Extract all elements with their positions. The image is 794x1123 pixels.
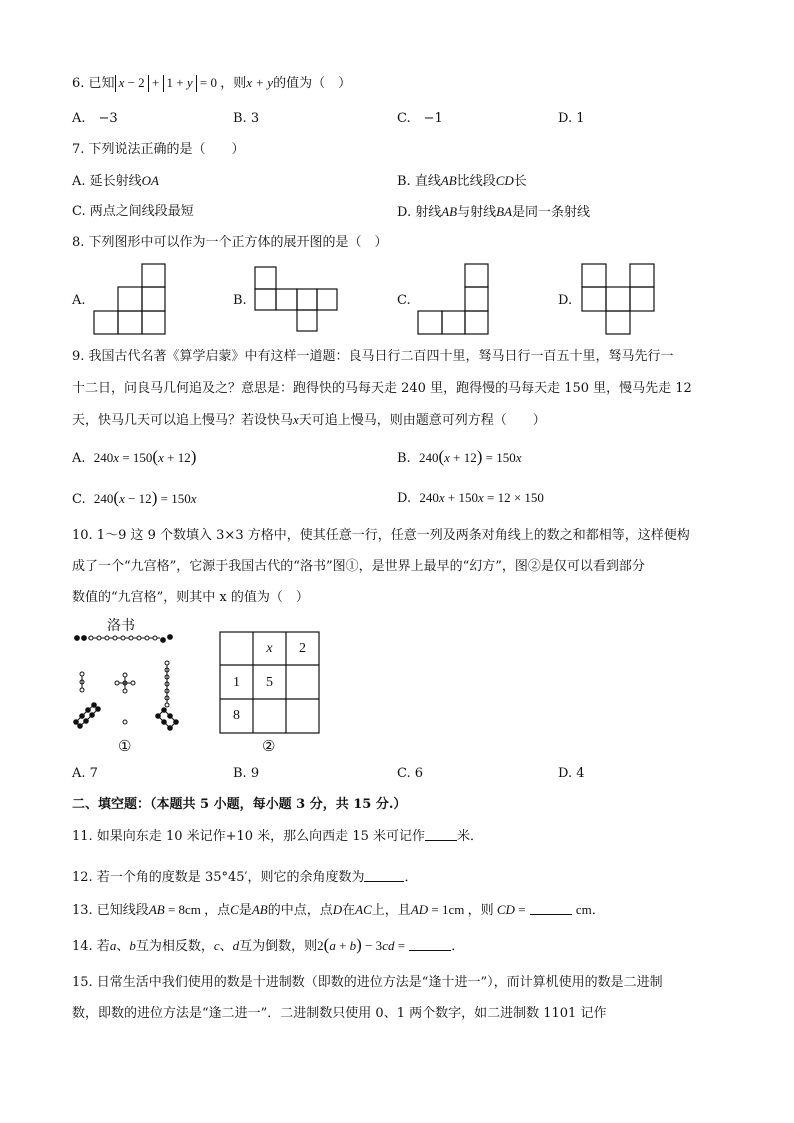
q7-option-c: C. 两点之间线段最短 bbox=[72, 204, 194, 219]
q13-blank[interactable] bbox=[530, 902, 572, 915]
q13: 13. 已知线段AB = 8cm ，点C是AB的中点，点D在AC上，且AD = 1cm ，则 CD = cm． bbox=[72, 902, 605, 918]
q12: 12. 若一个角的度数是 35°45′，则它的余角度数为 ． bbox=[72, 870, 418, 885]
q6-option-c: C. −1 bbox=[397, 111, 443, 126]
q14-blank[interactable] bbox=[409, 938, 451, 951]
q9-option-d: D. 240x + 150x = 12 × 150 bbox=[397, 490, 544, 506]
q8-label-d: D. bbox=[558, 293, 573, 308]
q10-option-b: B. 9 bbox=[233, 766, 260, 781]
q6-option-a: A. −3 bbox=[72, 111, 118, 126]
section-title: 二、填空题：（本题共 5 小题，每小题 3 分，共 15 分.） bbox=[72, 797, 407, 812]
q10-line1: 10. 1～9 这 9 个数填入 3×3 方格中，使其任意一行，任意一列及两条对角线上的数之和都相等，这样便构 bbox=[72, 528, 690, 543]
q7-option-d: D. 射线AB与射线BA是同一条射线 bbox=[397, 204, 591, 220]
q10-line2: 成了一个“九宫格”，它源于我国古代的“洛书”图①，是世界上最早的“幻方”，图②是仅可以看到部分 bbox=[72, 559, 645, 574]
q10-line3: 数值的“九宫格”，则其中 x 的值为（ ） bbox=[72, 590, 309, 605]
q7-option-b: B. 直线AB比线段CD长 bbox=[397, 173, 527, 189]
q8-stem: 8. 下列图形中可以作为一个正方体的展开图的是（ ） bbox=[72, 235, 388, 250]
q10-option-c: C. 6 bbox=[397, 766, 424, 781]
q9-line3: 天，快马几天可以追上慢马？若设快马x天可追上慢马，则由题意可列方程（ ） bbox=[72, 412, 546, 428]
q9-line1: 9. 我国古代名著《算学启蒙》中有这样一道题：良马日行二百四十里，驽马日行一百五十里，驽马先行一 bbox=[72, 349, 674, 364]
grid-cell-value: 2 bbox=[299, 641, 306, 656]
q8-label-c: C. bbox=[397, 293, 411, 308]
grid-cell-value: x bbox=[266, 641, 273, 656]
q8-label-a: A. bbox=[72, 293, 86, 308]
fig2-label: ② bbox=[262, 737, 276, 755]
grid-cell-value: 8 bbox=[233, 708, 240, 724]
q12-blank[interactable] bbox=[364, 869, 404, 882]
q10-option-d: D. 4 bbox=[558, 766, 585, 781]
q14: 14. 若a、b互为相反数，c、d互为倒数，则2(a + b) − 3cd = ． bbox=[72, 935, 465, 954]
q15-line2: 数，即数的进位方法是“逢二进一”．二进制数只使用 0、1 两个数字，如二进制数 1101 记作 bbox=[72, 1006, 607, 1021]
luoshu-title: 洛书 bbox=[107, 618, 135, 634]
fig1-label: ① bbox=[118, 737, 132, 755]
q15-line1: 15. 日常生活中我们使用的数是十进制数（即数的进位方法是“逢十进一”），而计算机使用的数是二进制 bbox=[72, 975, 663, 990]
q6-stem: 6. 已知 x − 2 + 1 + y = 0 ，则x + y的值为（ ） bbox=[72, 75, 352, 91]
grid-cell-value: 1 bbox=[233, 674, 240, 690]
q11: 11. 如果向东走 10 米记作+10 米，那么向西走 15 米可记作 米． bbox=[72, 829, 484, 844]
q11-blank[interactable] bbox=[425, 828, 457, 841]
q9-option-a: A. 240x = 150(x + 12) bbox=[72, 447, 197, 466]
q7-stem: 7. 下列说法正确的是（ ） bbox=[72, 142, 245, 157]
q9-option-b: B. 240(x + 12) = 150x bbox=[397, 447, 522, 466]
q6-option-b: B. 3 bbox=[233, 111, 260, 126]
q9-option-c: C. 240(x − 12) = 150x bbox=[72, 488, 197, 507]
q10-option-a: A. 7 bbox=[72, 766, 98, 781]
q8-label-b: B. bbox=[233, 293, 247, 308]
q6-option-d: D. 1 bbox=[558, 111, 585, 126]
q7-option-a: A. 延长射线OA bbox=[72, 173, 159, 189]
q9-line2: 十二日，问良马几何追及之？意思是：跑得快的马每天走 240 里，跑得慢的马每天走 150 里，慢马先走 12 bbox=[72, 381, 692, 396]
grid-cell-value: 5 bbox=[266, 674, 273, 690]
